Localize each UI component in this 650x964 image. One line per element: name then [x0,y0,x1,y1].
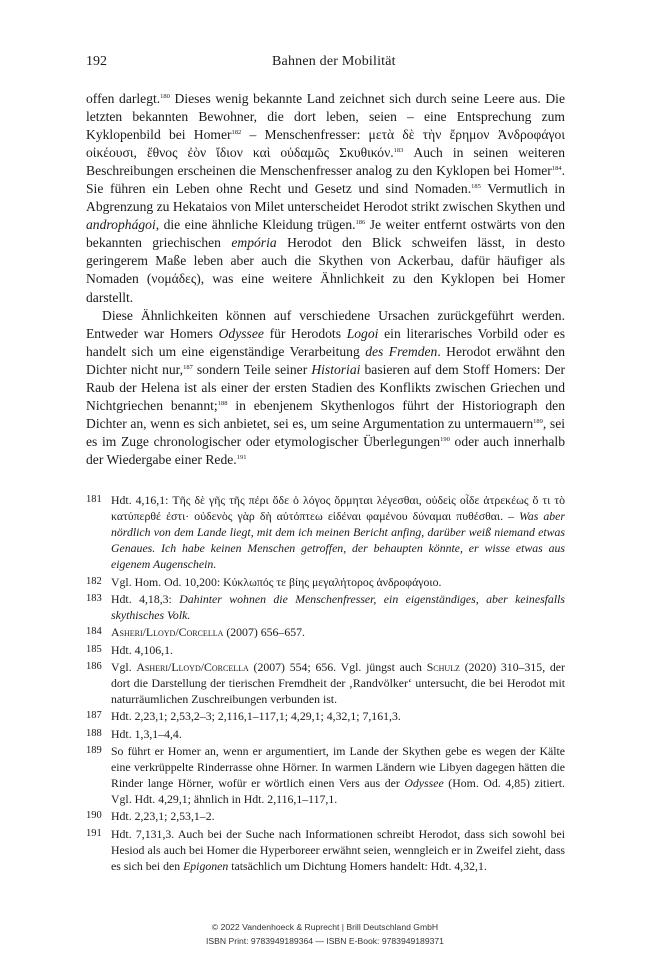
footnote-number: 183 [86,592,102,604]
footnote-ref[interactable]: 180 [160,93,170,100]
text-segment: oder auch innerhalb der Wiedergabe einer Rede. [86,433,565,467]
body-text [86,90,565,469]
footnote-text [111,574,565,590]
emphasis: Historiai [311,361,361,377]
text-segment: . Sie führen ein Leben ohne Recht und Gesetz und sind Nomaden. [86,163,565,197]
isbn-line: ISBN Print: 9783949189364 — ISBN E-Book: 9783949189371 [206,936,444,946]
footnote-188 [86,726,565,742]
footnote-number: 190 [86,810,102,822]
text-segment: Diese Ähnlichkeiten können auf verschiedene Ursachen zurückgeführt werden. Entweder war Homers [86,307,565,341]
text-segment: Dieses wenig bekannte Land zeichnet sich durch seine Leere aus. Die letzten bekannten Bewohner, die dort leben, seien – eine Entsprechung zum Kyklopenbild bei Homer [86,91,565,143]
text-segment: Herodot den Blick schweifen lässt, in desto geringerem Maße leben aber auch die Skythen von Ackerbau, dafür häufiger als Nomaden (νομάδες), was eine weitere Ähnlichkeit zu den Kyklopen bei Homer darstellt. [86,235,565,305]
text-segment: (Hom. Od. 4,85) zitiert. Vgl. Hdt. 4,29,1; ähnlich in Hdt. 2,116,1–117,1. [111,776,565,807]
footnote-text [111,708,565,724]
text-segment: Hdt. 4,16,1: Τῆς δὲ γῆς τῆς πέρι ὅδε ὁ λόγος ὅρμηται λέγεσθαι, οὐδεὶς οἶδε ἀτρεκέως ὅ τι τὸ κατύπερθέ ἐστι· οὐδενὸς γὰρ δὴ αὐτόπτεω εἰδέναι φαμένου δύναμαι πυθέσθαι. – [111,493,565,524]
footnote-189 [86,743,565,807]
footnote-184 [86,624,565,640]
text-segment: Vgl. Hom. Od. 10,200: Κύκλωπός τε βίης μεγαλήτορος ἀνδροφάγοιο. [111,574,442,589]
footnote-number: 185 [86,643,102,655]
footnote-185 [86,642,565,658]
text-segment: So führt er Homer an, wenn er argumentiert, im Lande der Skythen gebe es wegen der Kälte eine verkrüppelte Rinderrasse ohne Hörner. In warmen Ländern wie Libyen dagegen hätten die Rinder lange Hörner, wofür er wörtlich einen Vers aus der [111,743,565,791]
footnote-182 [86,574,565,590]
text-segment: Hdt. 4,18,3: [111,591,180,606]
emphasis: Odyssee [218,325,264,341]
text-segment: Vgl. [111,659,137,674]
text-segment: , die eine ähnliche Kleidung trügen. [155,217,356,233]
text-segment: Hdt. 2,23,1; 2,53,1–2. [111,809,215,824]
footnote-text [111,624,565,640]
footnote-183 [86,591,565,623]
footnote-187 [86,708,565,724]
footnote-text [111,492,565,572]
emphasis: Dahinter wohnen die Menschenfresser, ein eigenständiges, aber keinesfalls skythisches Volk. [111,591,565,623]
text-segment: Hdt. 4,106,1. [111,642,173,657]
text-segment: . Herodot erwähnt den Dichter nicht nur, [86,343,565,377]
text-segment: für Herodots [263,325,347,341]
emphasis: des Fremden [365,343,438,359]
text-segment: in ebenjenem Skythenlogos führt der Historiograph den Dichter an, wenn es sich anbietet, sei es, um seine Argumentation zu untermauern [86,397,565,431]
text-segment: Auch in seinen weiteren Beschreibungen erscheinen die Menschenfresser analog zu den Kyklopen bei Homer [86,145,565,179]
footnote-ref[interactable]: 188 [217,399,228,407]
footnote-number: 188 [86,727,102,739]
footnotes [86,492,565,875]
copyright-line: © 2022 Vandenhoeck & Ruprecht | Brill Deutschland GmbH [211,922,439,932]
text-segment: (2007) 656–657. [223,625,305,640]
footnote-text [111,726,565,742]
author-name: Asheri/Lloyd/Corcella [136,659,249,674]
footnote-ref[interactable]: 186 [355,219,366,227]
emphasis: empória [231,235,277,251]
author-name: Asheri/Lloyd/Corcella [111,625,224,640]
emphasis: Was aber nördlich von dem Lande liegt, mit dem ich meinen Bericht anfing, darüber weiß niemand etwas Genaues. Ich habe keinen Menschen getroffen, der behaupten könnte, er wisse etwas aus eigenem Augenschein. [111,509,566,572]
footnote-number: 189 [86,744,102,756]
footnote-text [111,743,565,807]
footnote-ref[interactable]: 190 [440,435,450,443]
paragraph-1 [86,90,565,307]
text-segment: (2020) 310–315, der dort die Darstellung der tierischen Fremdheit der ‚Randvölker‘ untersucht, die bei Herodot mit naturräumlichen Zuschreibungen verbunden ist. [111,659,565,707]
text-segment: (2007) 554; 656. Vgl. jüngst auch [248,659,427,674]
footnote-text [111,659,565,707]
paragraph-2 [86,307,565,469]
footnote-text [111,826,565,874]
emphasis: Epigonen [183,858,229,873]
footnote-text [111,808,565,824]
text-segment: Hdt. 2,23,1; 2,53,2–3; 2,116,1–117,1; 4,29,1; 4,32,1; 7,161,3. [111,709,401,724]
emphasis: Odyssee [404,776,444,791]
footnote-190 [86,808,565,824]
text-segment: – Menschenfresser: μετὰ δὲ τὴν ἔρημον Ἀνδροφάγοι οἰκέουσι, ἔθνος ἐὸν ἴδιον καὶ οὐδαμῶς Σκυθικόν. [86,127,565,161]
text-segment: sondern Teile seiner [192,361,312,377]
text-segment: Je weiter entfernt ostwärts von den bekannten griechischen [86,217,565,251]
text-segment: basieren auf dem Stoff Homers: Der Raub der Helena ist als einer der ersten Stadien des Konflikts zwischen Griechen und Nichtgriechen benannt; [86,361,566,413]
footnote-number: 181 [86,494,102,505]
running-head: Bahnen der Mobilität [272,54,396,69]
text-segment: , sei es im Zuge chronologischer oder etymologischer Überlegungen [86,415,565,449]
footnote-ref[interactable]: 191 [236,453,247,461]
footnote-ref[interactable]: 183 [393,147,404,155]
footnote-181 [86,492,565,572]
emphasis: androphágoi [86,217,156,233]
text-segment: Vermutlich in Abgrenzung zu Hekataios von Milet unterscheidet Herodot strikt zwischen Skythen und [86,181,566,215]
emphasis: Logoi [346,325,379,341]
footnote-number: 191 [86,827,102,839]
footnote-ref[interactable]: 189 [533,417,543,425]
footnote-ref[interactable]: 182 [231,129,242,137]
text-segment: Hdt. 7,131,3. Auch bei der Suche nach Informationen schreibt Herodot, dass sich sowohl bei Hesiod als auch bei Homer die Hyperboreer erwähnt seien, wenngleich er in Zweifel zieht, dass es sich bei den [111,826,565,873]
footnote-ref[interactable]: 184 [551,165,562,173]
footnote-number: 182 [86,575,102,587]
page-number: 192 [86,54,107,69]
text-segment: ein literarisches Vorbild oder es handelt sich um eine eigenständige Verarbeitung [86,325,565,359]
footnote-186 [86,659,565,707]
author-name: Schulz [426,659,460,674]
text-segment: tatsächlich um Dichtung Homers handelt: Hdt. 4,32,1. [228,858,487,873]
footnote-ref[interactable]: 187 [183,363,193,371]
footnote-number: 186 [86,660,102,672]
footnote-number: 184 [86,626,102,638]
footnote-number: 187 [86,710,102,722]
text-segment: Hdt. 1,3,1–4,4. [111,726,182,741]
footnote-191 [86,826,565,874]
footnote-text [111,591,565,623]
text-segment: offen darlegt. [86,91,161,106]
footnote-ref[interactable]: 185 [471,183,481,191]
footnote-text [111,642,565,658]
